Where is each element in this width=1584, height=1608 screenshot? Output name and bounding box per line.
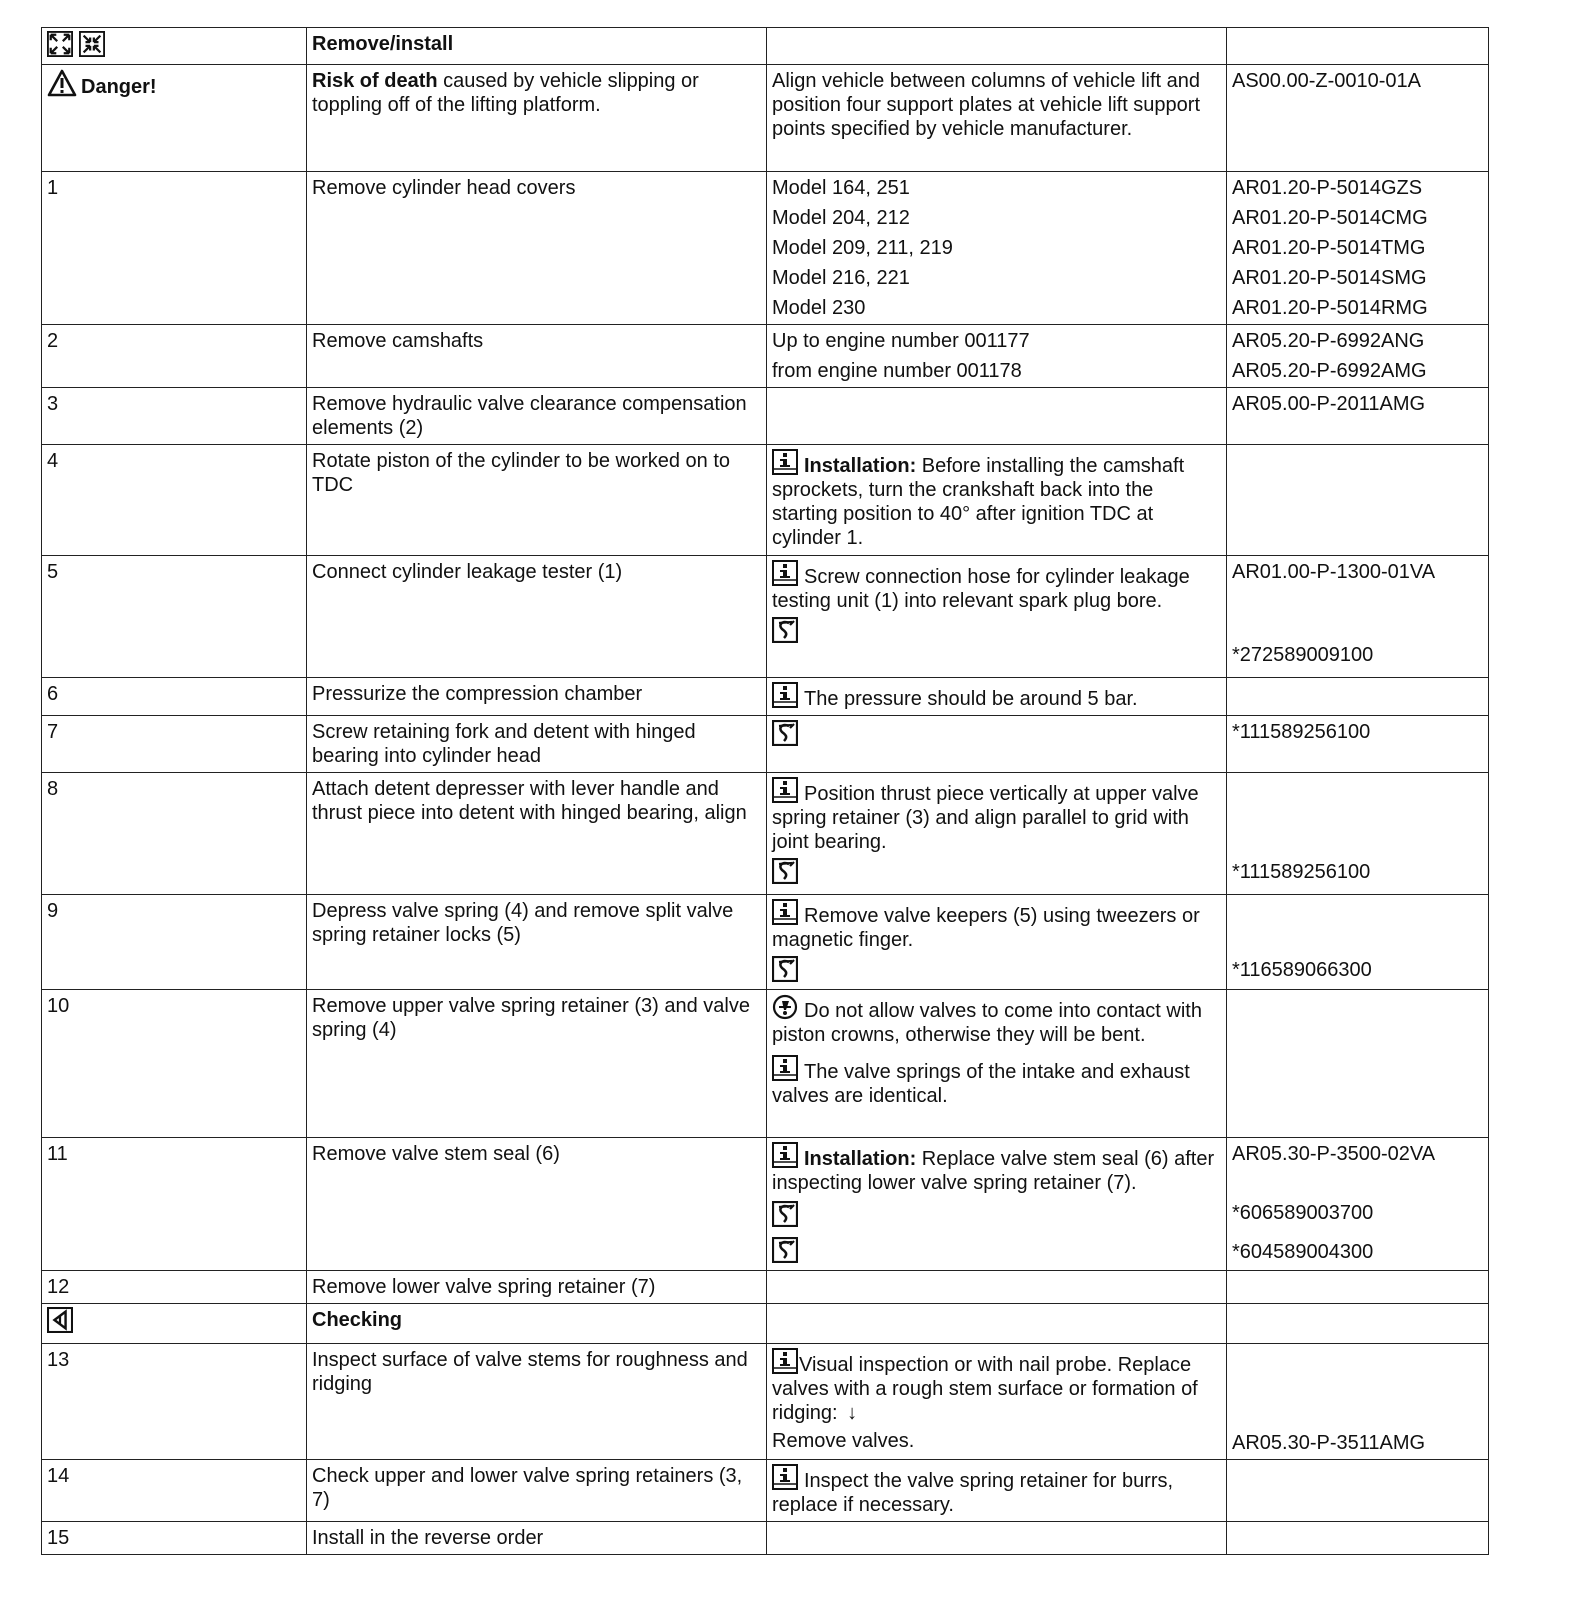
- model-item: Model 204, 212: [772, 207, 910, 229]
- step-number: 12: [42, 1271, 307, 1304]
- ref-list: [1227, 172, 1489, 325]
- special-tool-icon[interactable]: [772, 1201, 798, 1227]
- document-ref-link[interactable]: AR05.30-P-3511AMG: [1232, 1432, 1426, 1454]
- step-number: 3: [42, 388, 307, 445]
- info-icon: [772, 1055, 798, 1081]
- step-number: 14: [42, 1460, 307, 1522]
- step-action: Connect cylinder leakage tester (1): [307, 556, 767, 678]
- step-number: 6: [42, 678, 307, 716]
- step-note: Screw connection hose for cylinder leakage testing unit (1) into relevant spark plug bore.: [767, 556, 1227, 678]
- step-number: 9: [42, 895, 307, 990]
- danger-risk: Risk of death caused by vehicle slipping or toppling off of the lifting platform.: [307, 65, 767, 172]
- table-row: [42, 678, 1489, 716]
- document-ref-link[interactable]: AR01.20-P-5014RMG: [1232, 297, 1428, 319]
- table-row: [42, 1460, 1489, 1522]
- step-number: 4: [42, 445, 307, 556]
- step-action: Install in the reverse order: [307, 1522, 767, 1555]
- tool-number[interactable]: *111589256100: [1232, 861, 1371, 883]
- table-row: [42, 556, 1489, 678]
- table-row: [42, 1522, 1489, 1555]
- step-action: Attach detent depresser with lever handle and thrust piece into detent with hinged bearing, align: [307, 773, 767, 895]
- table-row: [42, 445, 1489, 556]
- step-number: 1: [42, 172, 307, 325]
- step-number: 7: [42, 716, 307, 773]
- table-row: [42, 388, 1489, 445]
- step-note: Position thrust piece vertically at upper valve spring retainer (3) and align parallel to grid with joint bearing.: [767, 773, 1227, 895]
- table-row: [42, 172, 1489, 325]
- info-icon: [772, 1464, 798, 1490]
- table-row: [42, 325, 1489, 388]
- ref-list: [1227, 325, 1489, 388]
- step-number: 15: [42, 1522, 307, 1555]
- table-row: [42, 895, 1489, 990]
- arrow-down-icon: ↓: [847, 1402, 858, 1424]
- document-ref-link[interactable]: AR05.20-P-6992AMG: [1232, 360, 1427, 382]
- document-ref-link[interactable]: AR01.20-P-5014SMG: [1232, 267, 1427, 289]
- info-icon: [772, 449, 798, 475]
- step-number: 13: [42, 1344, 307, 1460]
- danger-note: Align vehicle between columns of vehicle lift and position four support plates at vehicle lift support points specified by vehicle manufacturer.: [767, 65, 1227, 172]
- table-row: [42, 716, 1489, 773]
- tool-number[interactable]: *606589003700: [1232, 1202, 1374, 1224]
- special-tool-icon[interactable]: [772, 956, 798, 982]
- tool-number[interactable]: *604589004300: [1232, 1241, 1374, 1263]
- step-action: Remove lower valve spring retainer (7): [307, 1271, 767, 1304]
- info-icon: [772, 1348, 798, 1374]
- document-ref-link[interactable]: AR01.20-P-5014CMG: [1232, 207, 1428, 229]
- tool-number[interactable]: *116589066300: [1232, 959, 1372, 981]
- table-row: [42, 773, 1489, 895]
- info-icon: [772, 682, 798, 708]
- step-action: Remove valve stem seal (6): [307, 1138, 767, 1271]
- step-action: Inspect surface of valve stems for roughness and ridging: [307, 1344, 767, 1460]
- danger-row: [42, 65, 1489, 172]
- step-number: 2: [42, 325, 307, 388]
- checking-row: [42, 1304, 1489, 1344]
- step-number: 10: [42, 990, 307, 1138]
- condition-list: [767, 325, 1227, 388]
- procedure-table: [41, 27, 1489, 1555]
- special-tool-icon[interactable]: [772, 720, 798, 746]
- step-note: Installation: Replace valve stem seal (6) after inspecting lower valve spring retainer (7).: [767, 1138, 1227, 1271]
- step-action: Remove upper valve spring retainer (3) and valve spring (4): [307, 990, 767, 1138]
- step-action: Screw retaining fork and detent with hinged bearing into cylinder head: [307, 716, 767, 773]
- model-item: Model 230: [772, 297, 866, 319]
- step-note: Installation: Before installing the camshaft sprockets, turn the crankshaft back into the starting position to 40° after ignition TDC at cylinder 1.: [767, 445, 1227, 556]
- header-title: Remove/install: [307, 28, 767, 65]
- remove-icon: [47, 31, 73, 57]
- special-tool-icon[interactable]: [772, 1237, 798, 1263]
- document-ref-link[interactable]: AR05.00-P-2011AMG: [1227, 388, 1489, 445]
- document-ref-link[interactable]: AR01.20-P-5014TMG: [1232, 237, 1426, 259]
- model-item: Model 164, 251: [772, 177, 910, 199]
- step-number: 8: [42, 773, 307, 895]
- document-ref-link[interactable]: AR05.30-P-3500-02VA: [1232, 1143, 1436, 1165]
- step-note: Visual inspection or with nail probe. Replace valves with a rough stem surface or formation of ridging: ↓ Remove valves.: [767, 1344, 1227, 1460]
- document-ref-link[interactable]: AR01.20-P-5014GZS: [1232, 177, 1423, 199]
- step-action: Check upper and lower valve spring retainers (3, 7): [307, 1460, 767, 1522]
- step-note: Inspect the valve spring retainer for burrs, replace if necessary.: [767, 1460, 1227, 1522]
- step-number: 11: [42, 1138, 307, 1271]
- procedure-sheet: [41, 27, 1488, 1555]
- tool-number[interactable]: *272589009100: [1232, 644, 1374, 666]
- install-icon: [79, 31, 105, 57]
- step-number: 5: [42, 556, 307, 678]
- condition-item: from engine number 001178: [772, 360, 1022, 382]
- condition-item: Up to engine number 001177: [772, 330, 1030, 352]
- step-note: The pressure should be around 5 bar.: [767, 678, 1227, 716]
- step-action: Rotate piston of the cylinder to be worked on to TDC: [307, 445, 767, 556]
- info-icon: [772, 899, 798, 925]
- danger-ref: AS00.00-Z-0010-01A: [1227, 65, 1489, 172]
- step-action: Remove camshafts: [307, 325, 767, 388]
- step-action: Remove cylinder head covers: [307, 172, 767, 325]
- danger-cell: [42, 65, 307, 172]
- checking-title: Checking: [307, 1304, 767, 1344]
- info-icon: [772, 1142, 798, 1168]
- step-action: Depress valve spring (4) and remove split valve spring retainer locks (5): [307, 895, 767, 990]
- step-action: Remove hydraulic valve clearance compensation elements (2): [307, 388, 767, 445]
- special-tool-icon[interactable]: [772, 858, 798, 884]
- table-row: [42, 1271, 1489, 1304]
- table-row: [42, 1344, 1489, 1460]
- checking-icon: [47, 1307, 73, 1333]
- danger-label: Danger!: [81, 76, 157, 98]
- tool-number[interactable]: *111589256100: [1227, 716, 1489, 773]
- warning-triangle-icon: [47, 69, 77, 97]
- document-ref-link[interactable]: AR05.20-P-6992ANG: [1232, 330, 1425, 352]
- step-note: Do not allow valves to come into contact with piston crowns, otherwise they will be bent. The valve springs of the intake and exhaust valves are identical.: [767, 990, 1227, 1138]
- info-icon: [772, 777, 798, 803]
- header-row: [42, 28, 1489, 65]
- step-action: Pressurize the compression chamber: [307, 678, 767, 716]
- special-tool-icon[interactable]: [772, 617, 798, 643]
- document-ref-link[interactable]: AR01.00-P-1300-01VA: [1232, 561, 1436, 583]
- table-row: [42, 990, 1489, 1138]
- table-row: [42, 1138, 1489, 1271]
- info-icon: [772, 560, 798, 586]
- model-list: [767, 172, 1227, 325]
- model-item: Model 209, 211, 219: [772, 237, 953, 259]
- caution-circle-icon: [772, 994, 798, 1020]
- header-icons: [42, 28, 307, 65]
- model-item: Model 216, 221: [772, 267, 910, 289]
- step-note: Remove valve keepers (5) using tweezers or magnetic finger.: [767, 895, 1227, 990]
